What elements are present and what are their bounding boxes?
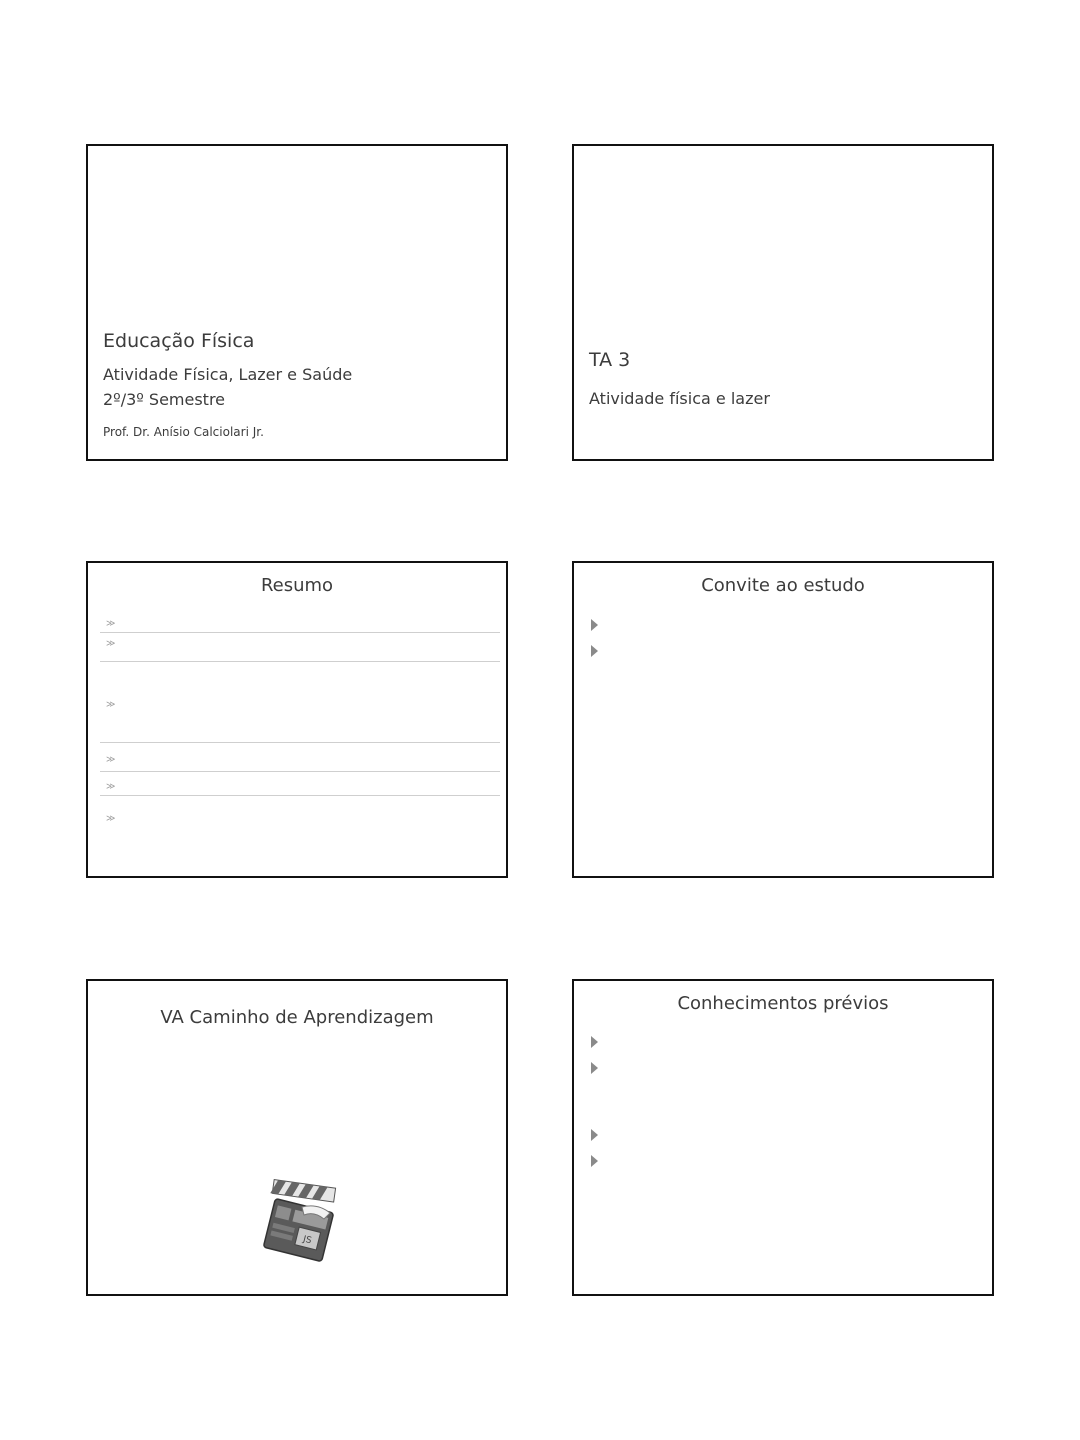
triangle-bullet-icon — [591, 1062, 598, 1074]
slide-1-title: Educação Física — [103, 330, 255, 352]
bullet-icon: ≫ — [106, 755, 116, 765]
bullet-icon: ≫ — [106, 619, 116, 629]
triangle-bullet-icon — [591, 1155, 598, 1167]
slide-5-title: VA Caminho de Aprendizagem — [160, 1007, 434, 1028]
divider — [100, 632, 500, 633]
slide-2-subtitle: Atividade física e lazer — [589, 389, 770, 408]
slide-3-title: Resumo — [260, 575, 334, 596]
divider — [100, 661, 500, 662]
bullet-icon: ≫ — [106, 814, 116, 824]
slide-1 — [86, 144, 508, 461]
divider — [100, 795, 500, 796]
slide-6 — [572, 979, 994, 1296]
triangle-bullet-icon — [591, 645, 598, 657]
triangle-bullet-icon — [591, 619, 598, 631]
slide-1-subtitle-line1: Atividade Física, Lazer e Saúde — [103, 365, 353, 384]
slide-4 — [572, 561, 994, 878]
svg-text:JS: JS — [301, 1234, 313, 1247]
bullet-icon: ≫ — [106, 700, 116, 710]
slide-4-title: Convite ao estudo — [701, 575, 865, 596]
clapperboard-icon — [258, 1177, 338, 1267]
slide-6-title: Conhecimentos prévios — [677, 993, 889, 1014]
triangle-bullet-icon — [591, 1036, 598, 1048]
slide-1-author: Prof. Dr. Anísio Calciolari Jr. — [103, 425, 264, 439]
divider — [100, 771, 500, 772]
triangle-bullet-icon — [591, 1129, 598, 1141]
bullet-icon: ≫ — [106, 639, 116, 649]
slide-2-title: TA 3 — [589, 349, 631, 371]
slide-5 — [86, 979, 508, 1296]
slide-2 — [572, 144, 994, 461]
slide-3 — [86, 561, 508, 878]
divider — [100, 742, 500, 743]
bullet-icon: ≫ — [106, 782, 116, 792]
slide-1-subtitle-line2: 2º/3º Semestre — [103, 390, 226, 409]
